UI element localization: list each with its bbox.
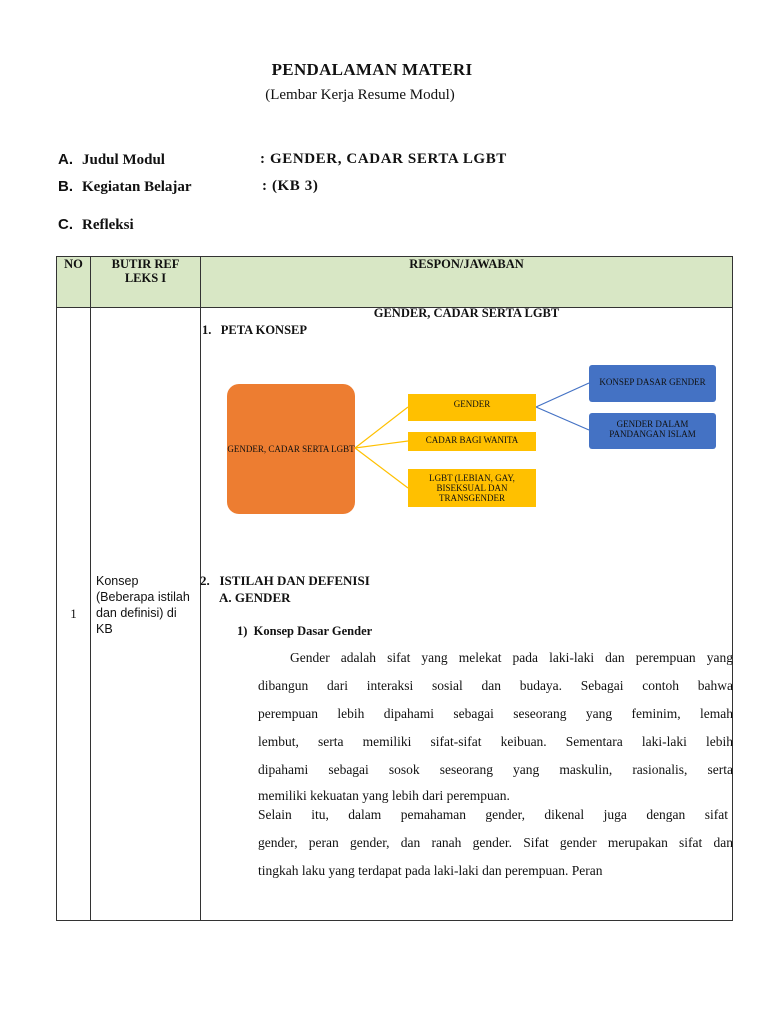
map-gender-islam-label: GENDER DALAM PANDANGAN ISLAM [609, 419, 696, 439]
header-no: NO [57, 257, 91, 308]
meta-letter-c: C. [58, 216, 73, 233]
section-istilah: 2. ISTILAH DAN DEFENISI [200, 573, 370, 588]
paragraph-line-3: perempuan lebih dipahami sebagai seseorang yang feminim, lemah [258, 706, 733, 721]
response-title: GENDER, CADAR SERTA LGBT [373, 306, 560, 320]
paragraph-line-4: lembut, serta memiliki sifat-sifat keibuan. Sementara laki-laki lebih [258, 734, 733, 749]
meta-c-label: Refleksi [82, 217, 134, 233]
paragraph-line-6: memiliki kekuatan yang lebih dari perempuan. [258, 788, 510, 803]
meta-letter-b: B. [58, 178, 73, 195]
butir-text: Konsep (Beberapa istilah dan definisi) di KB [96, 574, 190, 636]
paragraph-line-2: dibangun dari interaksi sosial dan budaya. Sebagai contoh bahwa [258, 678, 733, 693]
paragraph-line-5: dipahami sebagai sosok seseorang yang maskulin, rasionalis, serta [258, 762, 733, 777]
map-cadar-label: CADAR BAGI WANITA [425, 435, 519, 445]
map-center-label: GENDER, CADAR SERTA LGBT [227, 444, 355, 454]
paragraph-line-8: gender, peran gender, dan ranah gender. Sifat gender merupakan sifat dan [258, 835, 733, 850]
map-gender-label: GENDER [453, 398, 491, 409]
connector-gender-konsep [536, 383, 589, 407]
meta-letter-a: A. [58, 151, 73, 168]
map-center-node [227, 384, 355, 514]
row-no: 1 [57, 308, 91, 921]
paragraph-line-7: Selain itu, dalam pemahaman gender, dikenal juga dengan sifat [258, 807, 728, 822]
map-gender-node [408, 394, 536, 421]
map-lgbt-label: LGBT (LEBIAN, GAY, BISEKSUAL DAN TRANSGENDER [429, 473, 515, 503]
meta-b-label: Kegiatan Belajar [82, 179, 192, 195]
subsection-gender: A. GENDER [219, 590, 291, 605]
subsection-konsep-dasar: 1) Konsep Dasar Gender [237, 624, 373, 638]
map-konsep-dasar-node [589, 365, 716, 402]
map-cadar-node [408, 432, 536, 451]
meta-a-label: Judul Modul [82, 152, 165, 168]
paragraph-line-1: Gender adalah sifat yang melekat pada laki-laki dan perempuan yang [290, 650, 733, 665]
connector-center-lgbt [355, 448, 408, 488]
section-peta-konsep: 1. PETA KONSEP [202, 323, 307, 337]
page-subtitle: (Lembar Kerja Resume Modul) [265, 87, 455, 103]
header-butir-text: BUTIR REFLEKS I [111, 257, 180, 285]
meta-kegiatan-value: : (KB 3) [262, 178, 319, 194]
paragraph-body [258, 644, 733, 885]
paragraph-line-9: tingkah laku yang terdapat pada laki-laki dan perempuan. Peran [258, 863, 603, 878]
meta-judul-value: : GENDER, CADAR SERTA LGBT [260, 151, 507, 167]
connector-gender-islam [536, 407, 589, 430]
page-title: PENDALAMAN MATERI [271, 60, 473, 79]
map-konsep-dasar-label: KONSEP DASAR GENDER [599, 376, 706, 387]
header-respon: RESPON/JAWABAN [201, 257, 733, 308]
map-lgbt-node [408, 469, 536, 507]
map-gender-islam-node [589, 413, 716, 449]
